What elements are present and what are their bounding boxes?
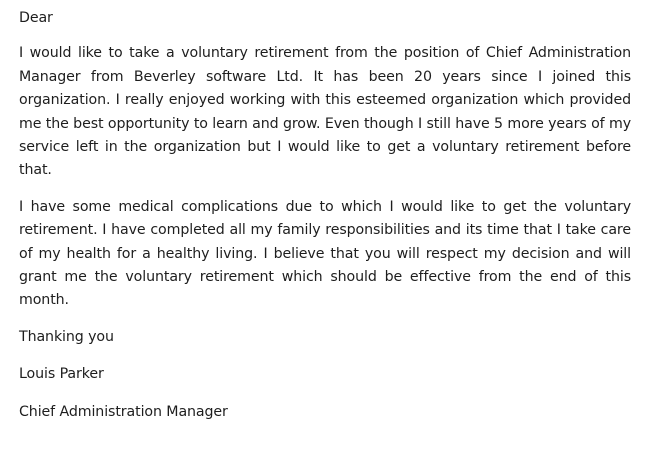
- letter-body: [19, 7, 631, 424]
- signature-title: Chief Administration Manager: [19, 403, 228, 420]
- paragraph-medical-reasons: I have some medical complications due to which I would like to get the voluntary retirement. I have completed all my family responsibilities and its time that I take care of my health for a healthy living. I believe that you will respect my decision and will grant me the voluntary retirement which should be effective from the end of this month.: [19, 198, 631, 309]
- paragraph-retirement-request: I would like to take a voluntary retirement from the position of Chief Administration Manager from Beverley software Ltd. It has been 20 years since I joined this organization. I really enjoyed working with this esteemed organization which provided me the best opportunity to learn and grow. Even though I still have 5 more years of my service left in the organization but I would like to get a voluntary retirement before that.: [19, 45, 631, 179]
- closing: Thanking you: [19, 328, 114, 345]
- signature-name: Louis Parker: [19, 366, 104, 383]
- salutation: Dear: [19, 10, 53, 26]
